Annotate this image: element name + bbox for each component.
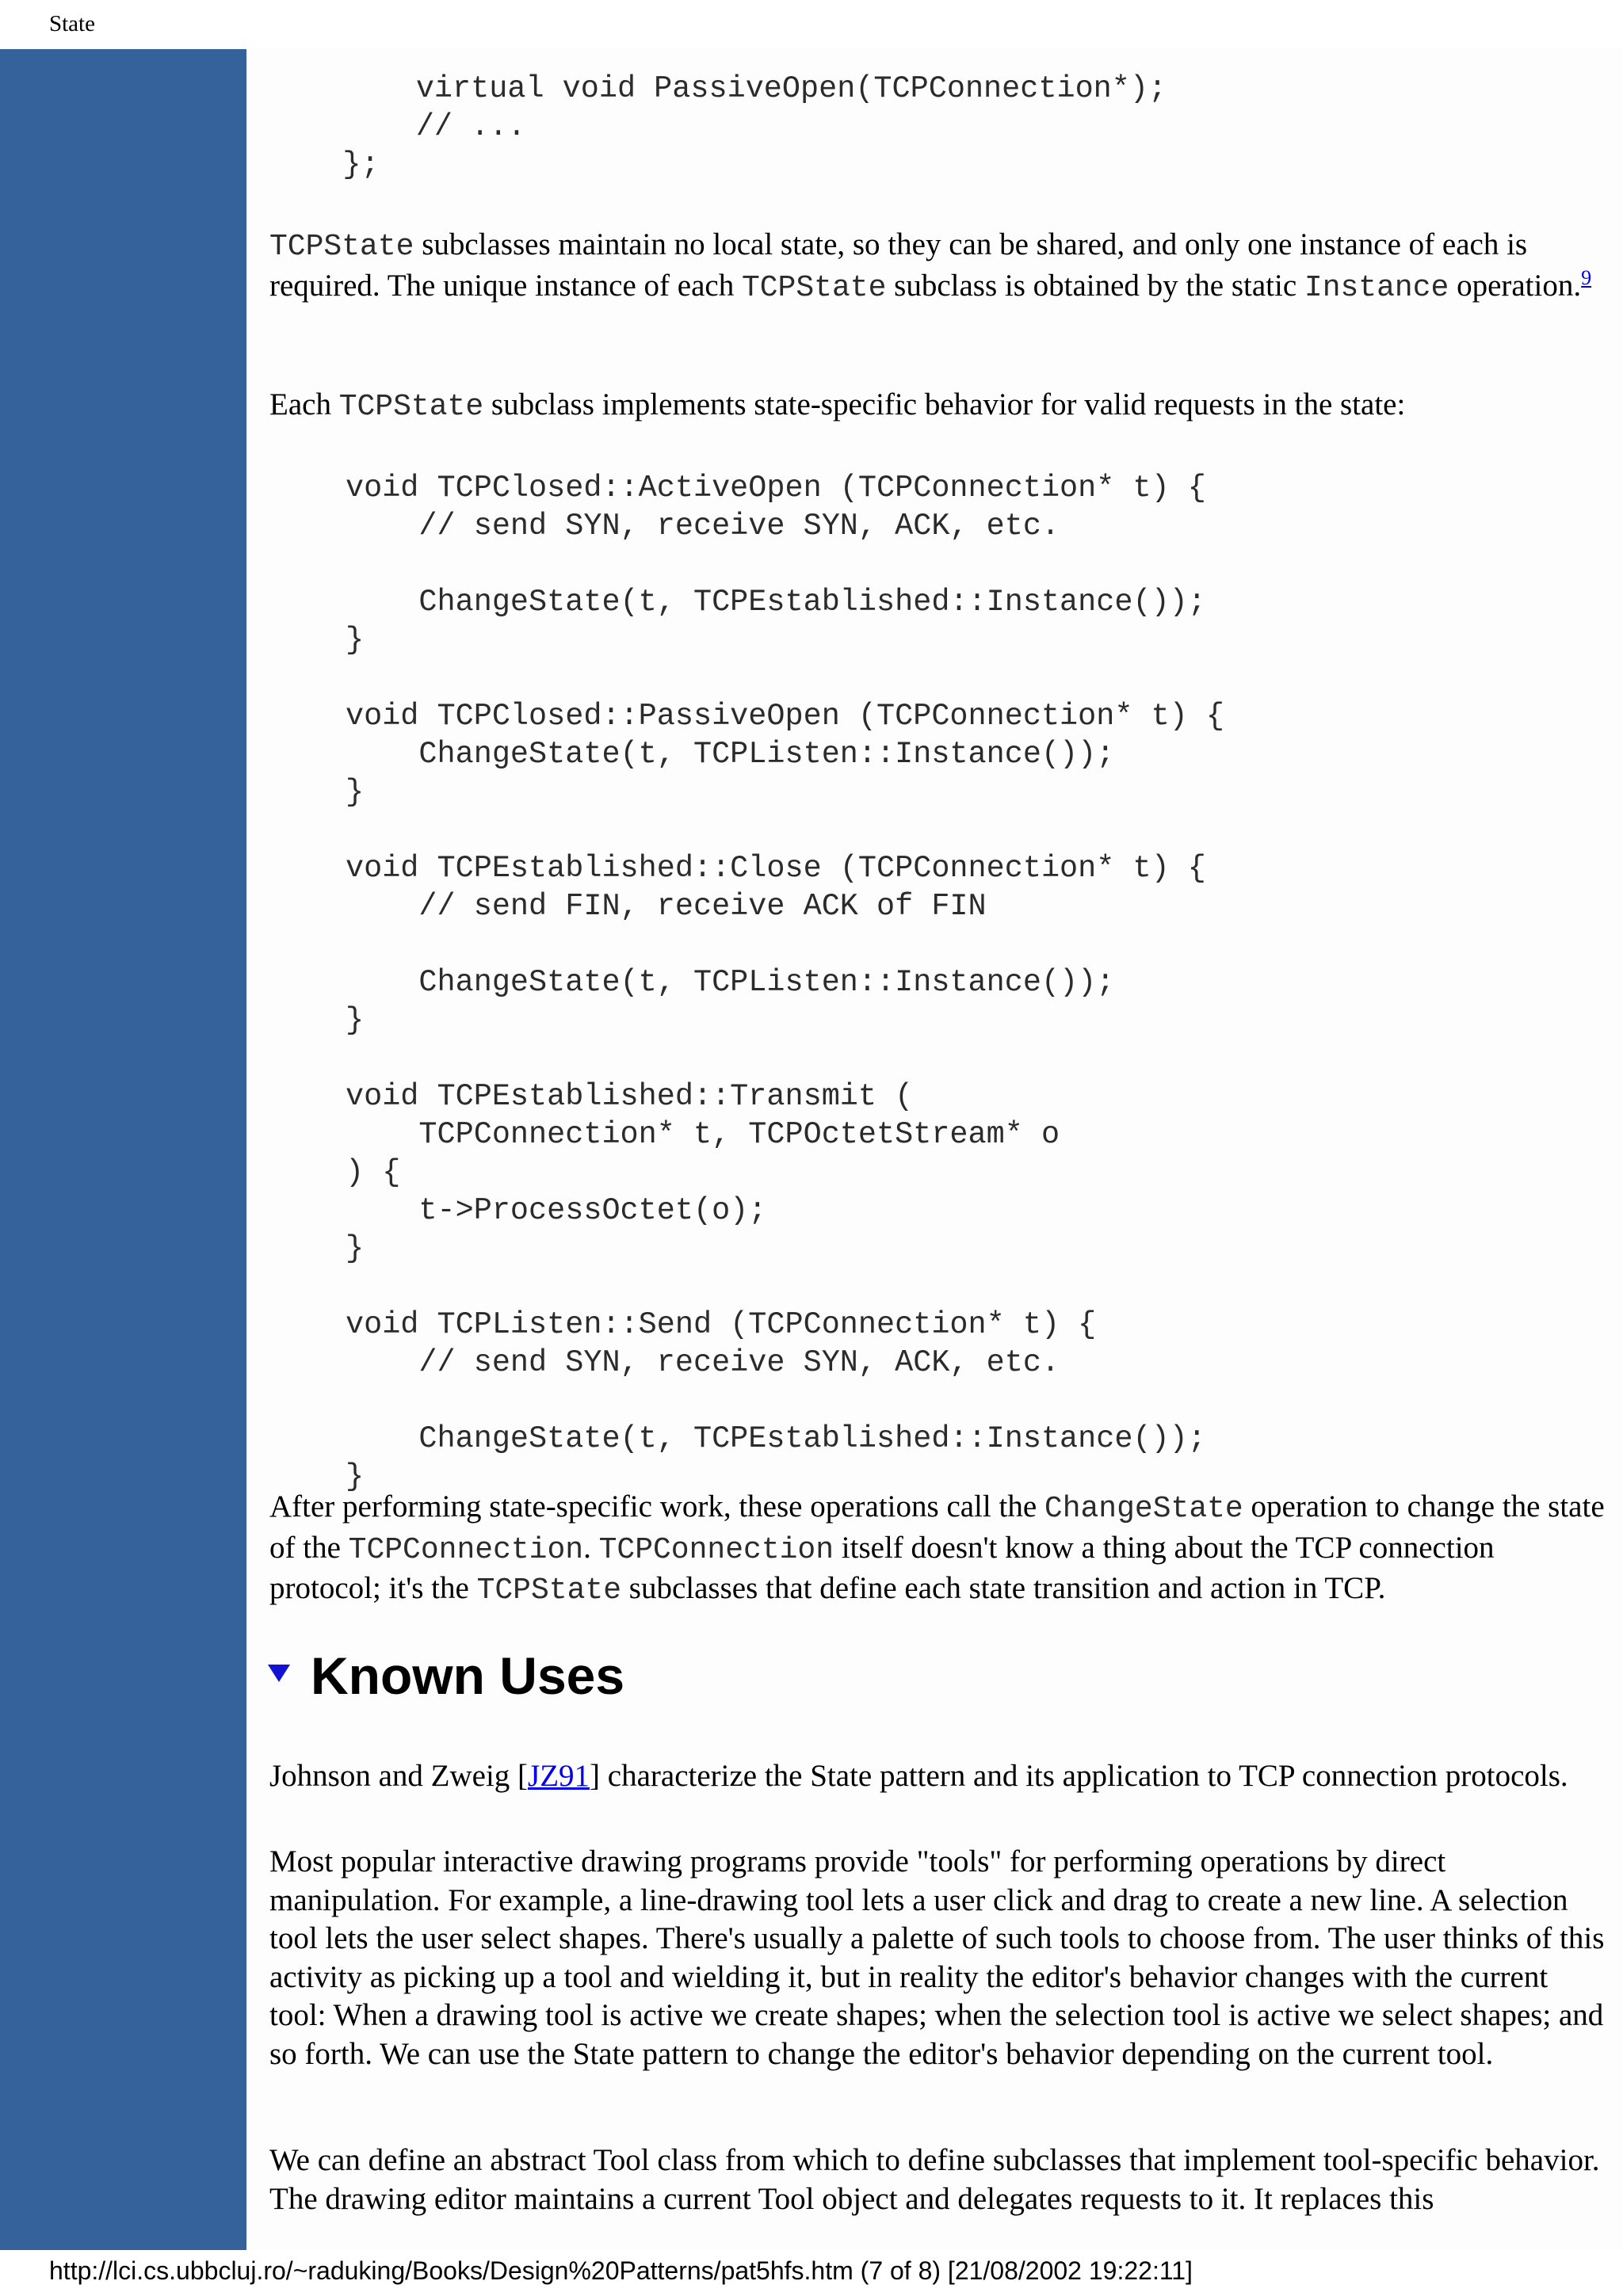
paragraph-johnson-zweig: Johnson and Zweig [JZ91] characterize the State pattern and its application to TCP connection protocols. [269, 1759, 1568, 1793]
code-block-tcp-operations: void TCPClosed::ActiveOpen (TCPConnection* t) { // send SYN, receive SYN, ACK, etc. ChangeState(t, TCPEstablished::Instance()); } void TCPClosed::PassiveOpen (TCPConnection* t) { ChangeState(t, TCPListen::Instance()); } void TCPEstablished::Close (TCPConnection* t) { // send FIN, receive ACK of FIN ChangeState(t, TCPListen::Instance()); } void TCPEstablished::Transmit ( TCPConnection* t, TCPOctetStream* o ) { t->ProcessOctet(o); } void TCPListen::Send (TCPConnection* t) { // send SYN, receive SYN, ACK, etc. ChangeState(t, TCPEstablished::Instance()); } [346, 471, 1224, 1494]
code-term: TCPState [476, 1573, 622, 1608]
known-uses-heading-text: Known Uses [311, 1646, 625, 1705]
paragraph-abstract-tool: We can define an abstract Tool class from which to define subclasses that implement tool-specific behavior. The drawing editor maintains a current Tool object and delegates requests to it. It replaces this [269, 2143, 1600, 2216]
paragraph-tcpstate-instances: TCPState subclasses maintain no local state, so they can be shared, and only one instance of each is required. The unique instance of each TCPState subclass is obtained by the static Instance operation.$^9$ [269, 227, 1592, 305]
page-header-title: State [49, 11, 95, 36]
code-term: Instance [1304, 270, 1449, 305]
code-block-class-end: virtual void PassiveOpen(TCPConnection*); // ... }; [342, 71, 1167, 182]
jz91-citation-link[interactable]: JZ91 [528, 1759, 590, 1793]
known-uses-heading [268, 1640, 624, 1711]
paragraph-drawing-tools: Most popular interactive drawing programs provide "tools" for performing operations by direct manipulation. For example, a line-drawing tool lets a user click and drag to create a new line. A selection tool lets the user select shapes. There's usually a palette of such tools to choose from. The user thinks of this activity as picking up a tool and wielding it, but in reality the editor's behavior changes with the current tool: When a drawing tool is active we create shapes; when the selection tool is active we select shapes; and so forth. We can use the State pattern to change the editor's behavior depending on the current tool. [269, 1844, 1605, 2071]
paragraph-changestate: After performing state-specific work, these operations call the ChangeState operation to change the state of the TCPConnection. TCPConnection itself doesn't know a thing about the TCP connection protocol; it's the TCPState subclasses that define each state transition and action in TCP. [269, 1489, 1605, 1608]
triangle-down-icon[interactable] [268, 1665, 290, 1682]
code-term: TCPState [338, 390, 484, 424]
code-term: TCPConnection [598, 1532, 834, 1567]
code-term: TCPConnection [348, 1532, 584, 1567]
code-term: TCPState [741, 270, 887, 305]
left-sidebar [0, 49, 246, 2250]
page-footer-url: http://lci.cs.ubbcluj.ro/~raduking/Books/Design%20Patterns/pat5hfs.htm (7 of 8) [21/08/2002 19:22:11] [49, 2256, 1193, 2285]
code-term: ChangeState [1044, 1492, 1243, 1526]
code-term: TCPState [269, 230, 414, 264]
footnote-link[interactable]: 9 [1581, 265, 1592, 289]
paragraph-state-specific-behavior: Each TCPState subclass implements state-specific behavior for valid requests in the state: [269, 387, 1406, 424]
